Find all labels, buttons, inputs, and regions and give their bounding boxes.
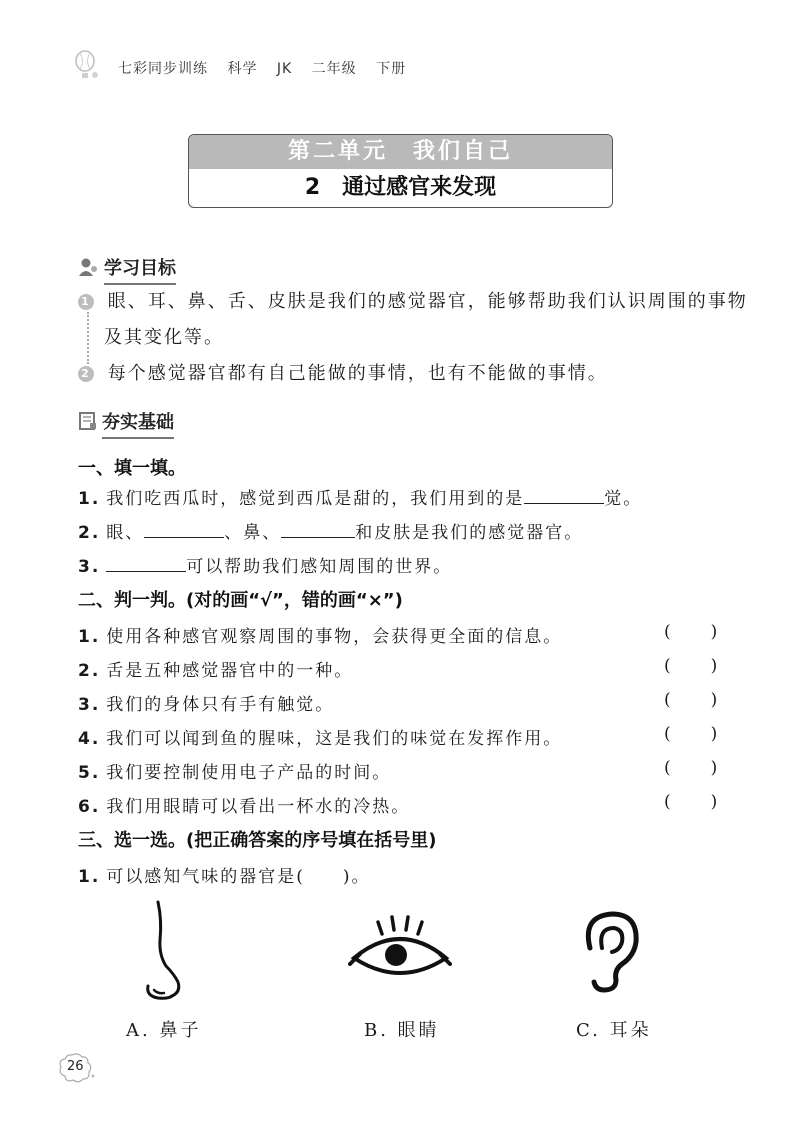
fill-q2-p1: 眼、 xyxy=(106,523,145,543)
judge-answer-6[interactable] xyxy=(664,792,717,812)
balloon-logo-icon xyxy=(74,50,100,84)
goal-number-1: 1 xyxy=(78,294,94,310)
judge-num-2: 2. xyxy=(78,661,101,681)
fill-q2-blank-2[interactable] xyxy=(281,521,355,538)
fill-q1-num: 1. xyxy=(78,489,101,509)
judge-text-4: 我们可以闻到鱼的腥味，这是我们的味觉在发挥作用。 xyxy=(106,729,563,749)
judge-answer-3[interactable] xyxy=(664,690,717,710)
judge-title: 二、判一判。(对的画“√”，错的画“×”) xyxy=(78,590,403,611)
header-edition: JK xyxy=(276,61,293,77)
fill-q2-num: 2. xyxy=(78,523,101,543)
judge-answer-2[interactable] xyxy=(664,656,717,676)
judge-item-4 xyxy=(78,724,562,749)
fill-q2 xyxy=(78,518,583,543)
goal-number-2: 2 xyxy=(78,366,94,382)
judge-answer-5[interactable] xyxy=(664,758,717,778)
judge-item-1 xyxy=(78,622,562,647)
goal-item-1-cont xyxy=(104,320,224,356)
paren-close: ) xyxy=(710,690,718,710)
paren-close: ) xyxy=(710,622,718,642)
unit-title: 第二单元 我们自己 xyxy=(189,135,612,169)
header-volume: 下册 xyxy=(376,61,407,77)
fill-q1-after: 觉。 xyxy=(604,489,643,509)
judge-text-3: 我们的身体只有手有触觉。 xyxy=(106,695,335,715)
paren-close: ) xyxy=(710,724,718,744)
goal-item-1 xyxy=(78,284,748,320)
judge-text-2: 舌是五种感觉器官中的一种。 xyxy=(106,661,354,681)
basics-heading xyxy=(78,408,174,439)
judge-answer-1[interactable] xyxy=(664,622,717,642)
lesson-title xyxy=(189,169,612,207)
judge-text-6: 我们用眼睛可以看出一杯水的冷热。 xyxy=(106,797,411,817)
fill-q3 xyxy=(78,552,452,577)
eye-icon xyxy=(348,914,452,990)
page-header xyxy=(118,58,420,78)
goals-heading xyxy=(78,254,176,285)
paren-open: ( xyxy=(664,690,671,710)
basics-heading-text: 夯实基础 xyxy=(102,408,174,439)
nose-icon xyxy=(140,900,196,1008)
paren-open: ( xyxy=(664,758,671,778)
book-icon xyxy=(78,411,98,436)
lesson-name: 通过感官来发现 xyxy=(342,175,497,200)
goal-text-1b: 及其变化等。 xyxy=(104,327,224,348)
header-book: 七彩同步训练 xyxy=(118,61,208,77)
fill-title: 一、填一填。 xyxy=(78,458,186,479)
judge-text-5: 我们要控制使用电子产品的时间。 xyxy=(106,763,392,783)
judge-text-1: 使用各种感官观察周围的事物，会获得更全面的信息。 xyxy=(106,627,563,647)
choose-q1-num: 1. xyxy=(78,867,101,887)
goals-heading-text: 学习目标 xyxy=(104,254,176,285)
judge-item-3 xyxy=(78,690,334,715)
fill-q1 xyxy=(78,484,642,509)
judge-answer-4[interactable] xyxy=(664,724,717,744)
choose-q1-text: 可以感知气味的器官是( )。 xyxy=(106,867,371,887)
goal-item-2 xyxy=(78,356,608,392)
lesson-title-box xyxy=(188,134,613,208)
paren-close: ) xyxy=(710,656,718,676)
judge-item-2 xyxy=(78,656,353,681)
page-number: 26 xyxy=(67,1059,84,1074)
judge-item-6 xyxy=(78,792,410,817)
paren-open: ( xyxy=(664,724,671,744)
judge-num-1: 1. xyxy=(78,627,101,647)
goal-text-2: 每个感觉器官都有自己能做的事情，也有不能做的事情。 xyxy=(107,363,608,384)
fill-q3-blank[interactable] xyxy=(106,555,186,572)
option-c[interactable]: C. 耳朵 xyxy=(576,1020,652,1041)
option-a[interactable]: A. 鼻子 xyxy=(126,1020,202,1041)
fill-q1-before: 我们吃西瓜时，感觉到西瓜是甜的，我们用到的是 xyxy=(106,489,525,509)
paren-open: ( xyxy=(664,622,671,642)
judge-num-6: 6. xyxy=(78,797,101,817)
paren-open: ( xyxy=(664,656,671,676)
header-grade: 二年级 xyxy=(311,61,357,77)
fill-q2-blank-1[interactable] xyxy=(144,521,224,538)
fill-q3-after: 可以帮助我们感知周围的世界。 xyxy=(186,557,453,577)
judge-num-3: 3. xyxy=(78,695,101,715)
page-number-badge xyxy=(62,1054,90,1082)
choose-title: 三、选一选。(把正确答案的序号填在括号里) xyxy=(78,830,437,851)
judge-num-4: 4. xyxy=(78,729,101,749)
fill-q2-p3: 和皮肤是我们的感觉器官。 xyxy=(355,523,584,543)
fill-q2-p2: 、鼻、 xyxy=(224,523,282,543)
ear-icon xyxy=(578,908,642,998)
choose-q1 xyxy=(78,862,371,887)
paren-close: ) xyxy=(710,792,718,812)
goal-text-1a: 眼、耳、鼻、舌、皮肤是我们的感觉器官，能够帮助我们认识周围的事物 xyxy=(107,291,748,312)
judge-item-5 xyxy=(78,758,391,783)
paren-open: ( xyxy=(664,792,671,812)
paren-close: ) xyxy=(710,758,718,778)
lesson-number: 2 xyxy=(304,175,321,200)
fill-q1-blank[interactable] xyxy=(524,487,604,504)
person-icon xyxy=(78,257,100,282)
header-subject: 科学 xyxy=(227,61,258,77)
fill-q3-num: 3. xyxy=(78,557,101,577)
judge-num-5: 5. xyxy=(78,763,101,783)
option-b[interactable]: B. 眼睛 xyxy=(364,1020,440,1041)
